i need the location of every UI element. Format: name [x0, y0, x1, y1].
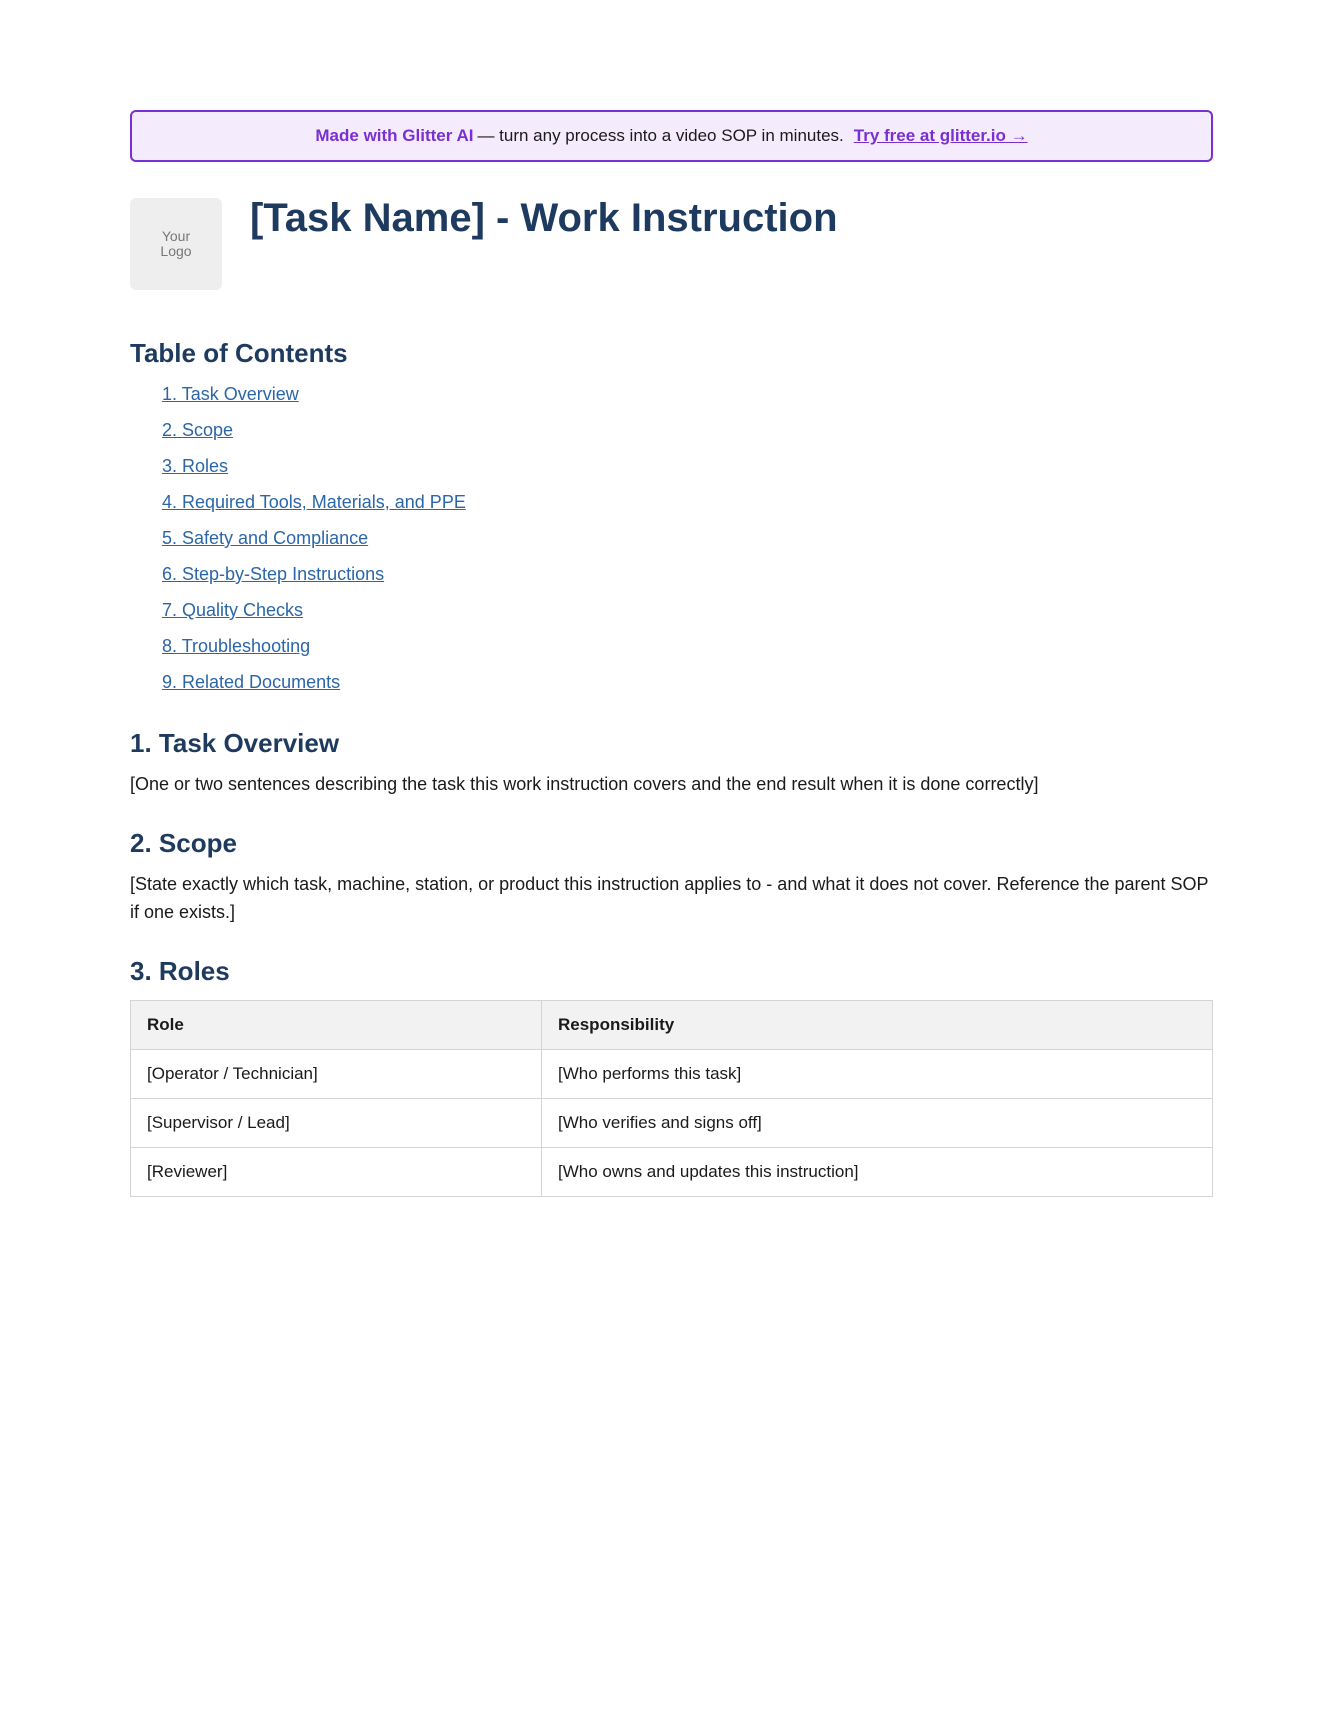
table-cell: [Who verifies and signs off] [542, 1099, 1213, 1148]
toc-link-tools[interactable]: 4. Required Tools, Materials, and PPE [162, 492, 466, 512]
toc-link-task-overview[interactable]: 1. Task Overview [162, 384, 299, 404]
promo-banner [130, 110, 1213, 162]
section-heading-roles: 3. Roles [130, 956, 230, 986]
toc-link-troubleshooting[interactable]: 8. Troubleshooting [162, 636, 311, 656]
column-header-responsibility: Responsibility [542, 1001, 1213, 1050]
table-header-row [131, 1001, 1213, 1050]
logo-placeholder [130, 198, 222, 290]
toc-link-scope[interactable]: 2. Scope [162, 420, 234, 440]
logo-line-1: Your [161, 228, 191, 244]
toc-item [162, 384, 1213, 420]
logo-line-2: Logo [160, 243, 192, 259]
section-heading-task-overview: 1. Task Overview [130, 728, 340, 758]
table-cell: [Who performs this task] [542, 1050, 1213, 1099]
toc-item [162, 564, 1213, 600]
banner-text: — turn any process into a video SOP in minutes. [477, 126, 844, 145]
toc-link-safety[interactable]: 5. Safety and Compliance [162, 528, 369, 548]
toc-link-roles[interactable]: 3. Roles [162, 456, 229, 476]
section-heading-scope: 2. Scope [130, 828, 237, 858]
document-header [130, 198, 1213, 290]
table-of-contents [130, 384, 1213, 708]
table-row [131, 1099, 1213, 1148]
table-cell: [Who owns and updates this instruction] [542, 1148, 1213, 1197]
toc-item [162, 672, 1213, 708]
banner-brand: Made with Glitter AI [315, 126, 474, 145]
table-cell: [Supervisor / Lead] [131, 1099, 542, 1148]
toc-link-steps[interactable]: 6. Step-by-Step Instructions [162, 564, 385, 584]
table-cell: [Reviewer] [131, 1148, 542, 1197]
toc-item [162, 636, 1213, 672]
toc-item [162, 528, 1213, 564]
section-body-task-overview: [One or two sentences describing the task this work instruction covers and the end result when it is done correctly] [130, 774, 1039, 794]
banner-cta-link[interactable]: Try free at glitter.io → [853, 126, 1028, 145]
page-title: [Task Name] - Work Instruction [250, 196, 838, 240]
toc-item [162, 600, 1213, 636]
toc-item [162, 492, 1213, 528]
section-body-scope: [State exactly which task, machine, station, or product this instruction applies to - and what it does not cover. Reference the parent SOP if one exists.] [130, 874, 1209, 922]
document-page [130, 110, 1213, 1197]
table-row [131, 1148, 1213, 1197]
column-header-role: Role [131, 1001, 542, 1050]
table-row [131, 1050, 1213, 1099]
toc-link-related-docs[interactable]: 9. Related Documents [162, 672, 341, 692]
roles-table [130, 1000, 1213, 1197]
toc-heading: Table of Contents [130, 338, 348, 368]
toc-link-quality[interactable]: 7. Quality Checks [162, 600, 304, 620]
toc-item [162, 420, 1213, 456]
toc-item [162, 456, 1213, 492]
table-cell: [Operator / Technician] [131, 1050, 542, 1099]
